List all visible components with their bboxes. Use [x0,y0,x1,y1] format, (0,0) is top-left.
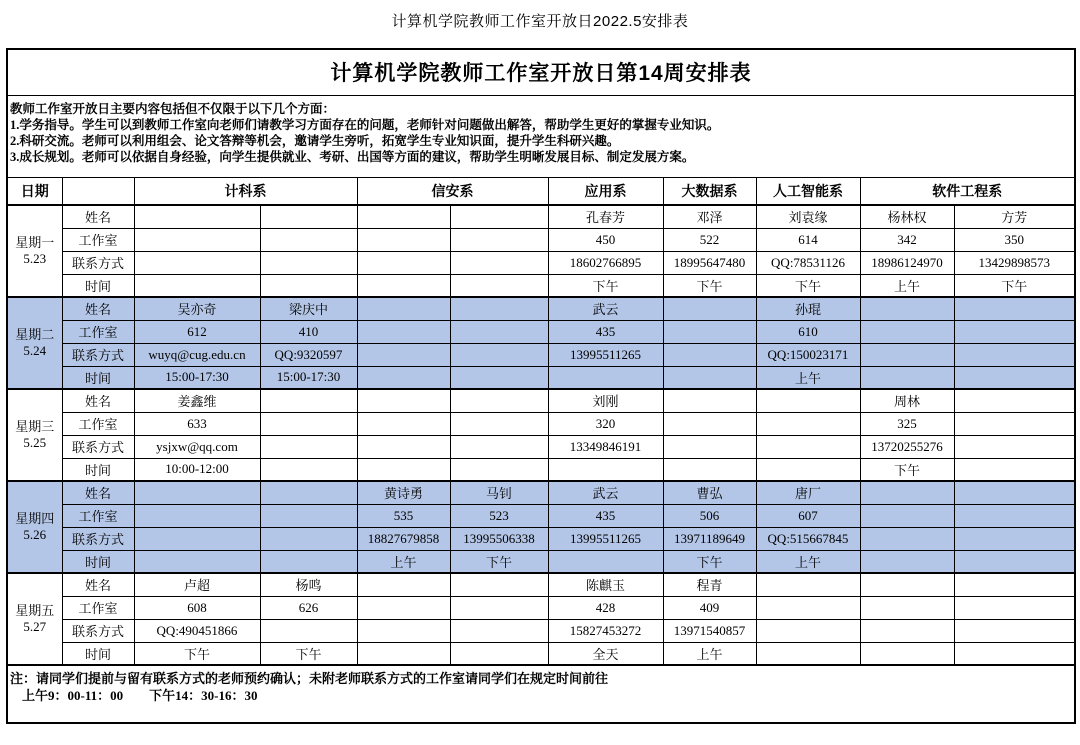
schedule-cell [450,619,548,642]
schedule-cell [954,389,1075,412]
schedule-row [7,458,1075,481]
schedule-row [7,412,1075,435]
schedule-cell: 杨鸣 [260,573,357,596]
schedule-cell [357,596,450,619]
row-label: 工作室 [62,228,134,251]
schedule-cell [357,274,450,297]
schedule-cell [756,412,860,435]
schedule-cell [954,619,1075,642]
schedule-cell [260,251,357,274]
schedule-days [7,205,1075,665]
schedule-cell [954,550,1075,573]
day-label [7,205,62,297]
schedule-cell: 612 [134,320,260,343]
schedule-cell [663,458,756,481]
schedule-cell [450,274,548,297]
schedule-cell: 邓泽 [663,205,756,228]
department-header-xinan: 信安系 [357,177,548,205]
schedule-cell: 曹弘 [663,481,756,504]
schedule-cell: ysjxw@qq.com [134,435,260,458]
schedule-row [7,274,1075,297]
note-row [7,665,1075,723]
schedule-cell [450,435,548,458]
schedule-cell: 350 [954,228,1075,251]
schedule-cell [357,458,450,481]
schedule-cell: 13429898573 [954,251,1075,274]
schedule-cell [860,504,954,527]
schedule-cell [663,435,756,458]
schedule-cell [260,205,357,228]
schedule-cell: 下午 [663,550,756,573]
schedule-cell [450,642,548,665]
schedule-cell [954,527,1075,550]
schedule-cell: 13995506338 [450,527,548,550]
row-label: 姓名 [62,573,134,596]
schedule-cell [954,504,1075,527]
schedule-cell [756,596,860,619]
schedule-cell [357,366,450,389]
schedule-cell: 武云 [548,297,663,320]
schedule-cell: 18995647480 [663,251,756,274]
schedule-row [7,550,1075,573]
row-label: 工作室 [62,504,134,527]
schedule-cell: 吴亦奇 [134,297,260,320]
schedule-cell [134,228,260,251]
row-label: 联系方式 [62,527,134,550]
schedule-cell: 325 [860,412,954,435]
row-label: 时间 [62,550,134,573]
schedule-cell: 下午 [260,642,357,665]
schedule-cell: 全天 [548,642,663,665]
schedule-cell [548,366,663,389]
schedule-cell: 342 [860,228,954,251]
schedule-cell [260,435,357,458]
schedule-cell [663,297,756,320]
schedule-cell: 320 [548,412,663,435]
row-label: 工作室 [62,596,134,619]
header-row [7,177,1075,205]
schedule-cell [450,343,548,366]
schedule-row [7,366,1075,389]
schedule-cell: 上午 [357,550,450,573]
row-label: 时间 [62,458,134,481]
schedule-cell [860,527,954,550]
description-line: 教师工作室开放日主要内容包括但不仅限于以下几个方面： [10,101,336,116]
schedule-cell [860,596,954,619]
schedule-row [7,435,1075,458]
schedule-cell [450,297,548,320]
schedule-cell: 522 [663,228,756,251]
schedule-cell: QQ:515667845 [756,527,860,550]
schedule-cell: 上午 [860,274,954,297]
schedule-cell [954,343,1075,366]
schedule-cell [860,642,954,665]
page-title: 计算机学院教师工作室开放日2022.5安排表 [391,13,689,30]
schedule-cell [260,527,357,550]
schedule-cell [357,343,450,366]
schedule-cell [860,573,954,596]
department-header-dashuju: 大数据系 [663,177,756,205]
schedule-cell: 下午 [134,642,260,665]
schedule-cell: 上午 [756,366,860,389]
schedule-row [7,251,1075,274]
schedule-cell: 上午 [756,550,860,573]
note [7,665,1075,723]
row-label: 姓名 [62,297,134,320]
schedule-cell [756,435,860,458]
schedule-cell: 程青 [663,573,756,596]
schedule-cell [134,274,260,297]
schedule-cell: 435 [548,320,663,343]
schedule-cell [260,389,357,412]
schedule-cell: 杨林权 [860,205,954,228]
day-name: 星期二 [15,327,55,342]
schedule-cell: 614 [756,228,860,251]
schedule-cell [860,481,954,504]
schedule-cell [450,412,548,435]
day-name: 星期一 [15,235,55,250]
row-label: 联系方式 [62,619,134,642]
schedule-cell [954,366,1075,389]
schedule-cell [260,412,357,435]
schedule-cell [260,504,357,527]
schedule-cell [357,573,450,596]
schedule-cell [450,366,548,389]
schedule-cell: 方芳 [954,205,1075,228]
schedule-cell [450,228,548,251]
schedule-cell: 607 [756,504,860,527]
schedule-cell [954,458,1075,481]
schedule-row [7,228,1075,251]
table-description [7,95,1075,177]
schedule-cell: QQ:78531126 [756,251,860,274]
schedule-cell [548,550,663,573]
schedule-cell [134,205,260,228]
day-date: 5.26 [23,527,47,542]
schedule-cell: 610 [756,320,860,343]
schedule-cell: 15:00-17:30 [260,366,357,389]
schedule-cell [954,642,1075,665]
schedule-cell [357,320,450,343]
schedule-cell: 13995511265 [548,527,663,550]
schedule-cell [357,435,450,458]
schedule-cell [260,481,357,504]
schedule-cell: 13971189649 [663,527,756,550]
description-line: 2.科研交流。老师可以利用组会、论文答辩等机会，邀请学生旁听，拓宽学生专业知识面，提升学生科研兴趣。 [10,133,620,148]
row-label: 时间 [62,274,134,297]
schedule-row [7,619,1075,642]
row-label: 时间 [62,366,134,389]
schedule-cell: 506 [663,504,756,527]
schedule-cell [663,412,756,435]
schedule-cell [450,389,548,412]
schedule-cell [954,412,1075,435]
department-header-jike: 计科系 [134,177,357,205]
schedule-cell: 卢超 [134,573,260,596]
day-label [7,297,62,389]
schedule-cell [134,251,260,274]
schedule-cell: 周林 [860,389,954,412]
schedule-cell [357,251,450,274]
schedule-cell: 15:00-17:30 [134,366,260,389]
schedule-row [7,642,1075,665]
schedule-cell: 下午 [860,458,954,481]
row-label: 姓名 [62,389,134,412]
schedule-cell [860,619,954,642]
schedule-cell: 13720255276 [860,435,954,458]
schedule-row [7,481,1075,504]
schedule-cell: 410 [260,320,357,343]
schedule-cell [450,573,548,596]
day-date: 5.24 [23,343,47,358]
schedule-cell [756,573,860,596]
schedule-row [7,527,1075,550]
schedule-cell [260,458,357,481]
schedule-cell [860,343,954,366]
schedule-cell [450,458,548,481]
schedule-cell: 刘袁缘 [756,205,860,228]
schedule-cell: wuyq@cug.edu.cn [134,343,260,366]
schedule-cell: 马钊 [450,481,548,504]
schedule-cell: QQ:150023171 [756,343,860,366]
schedule-cell: 608 [134,596,260,619]
schedule-cell: 孙琨 [756,297,860,320]
schedule-cell: 428 [548,596,663,619]
schedule-cell: 下午 [954,274,1075,297]
schedule-cell: 633 [134,412,260,435]
schedule-cell [954,596,1075,619]
schedule-cell: 435 [548,504,663,527]
department-header-ruanjian: 软件工程系 [860,177,1075,205]
schedule-cell [260,619,357,642]
schedule-cell [663,320,756,343]
row-label: 姓名 [62,205,134,228]
schedule-cell: 13995511265 [548,343,663,366]
schedule-cell [357,412,450,435]
schedule-cell: 刘刚 [548,389,663,412]
department-header-yingyong: 应用系 [548,177,663,205]
row-label: 工作室 [62,412,134,435]
schedule-cell: 唐厂 [756,481,860,504]
schedule-cell: 626 [260,596,357,619]
schedule-cell [357,205,450,228]
schedule-cell [357,228,450,251]
schedule-cell [860,366,954,389]
schedule-cell: 下午 [548,274,663,297]
schedule-cell [357,642,450,665]
date-column-header: 日期 [7,177,62,205]
day-name: 星期四 [15,511,55,526]
schedule-cell [548,458,663,481]
schedule-cell [450,251,548,274]
schedule-cell: 下午 [450,550,548,573]
schedule-cell: 450 [548,228,663,251]
schedule-table [6,48,1076,724]
schedule-cell [260,550,357,573]
schedule-cell [134,527,260,550]
schedule-cell: QQ:490451866 [134,619,260,642]
description-line: 3.成长规划。老师可以依据自身经验，向学生提供就业、考研、出国等方面的建议，帮助学生明晰发展目标、制定发展方案。 [10,149,695,164]
row-label: 联系方式 [62,435,134,458]
schedule-cell [954,435,1075,458]
schedule-row [7,205,1075,228]
day-label [7,481,62,573]
note-line-2: 上午9：00-11：00 下午14：30-16：30 [22,688,258,703]
schedule-cell [357,619,450,642]
schedule-cell [756,642,860,665]
schedule-cell [954,573,1075,596]
schedule-cell: 下午 [756,274,860,297]
schedule-cell [756,389,860,412]
table-description-row [7,95,1075,177]
schedule-cell [260,274,357,297]
schedule-cell: 13971540857 [663,619,756,642]
schedule-cell [954,320,1075,343]
schedule-cell [134,504,260,527]
schedule-cell: 武云 [548,481,663,504]
day-date: 5.23 [23,251,47,266]
schedule-cell [860,320,954,343]
schedule-row [7,343,1075,366]
row-label: 联系方式 [62,251,134,274]
schedule-cell: 上午 [663,642,756,665]
row-label: 姓名 [62,481,134,504]
schedule-row [7,389,1075,412]
schedule-cell: 18986124970 [860,251,954,274]
schedule-cell: 姜鑫维 [134,389,260,412]
description-line: 1.学务指导。学生可以到教师工作室向老师们请教学习方面存在的问题，老师针对问题做出解答，帮助学生更好的掌握专业知识。 [10,117,720,132]
schedule-cell: 13349846191 [548,435,663,458]
row-label: 时间 [62,642,134,665]
schedule-cell: 18602766895 [548,251,663,274]
schedule-cell [756,458,860,481]
schedule-cell: 梁庆中 [260,297,357,320]
schedule-row [7,320,1075,343]
schedule-cell: 孔春芳 [548,205,663,228]
row-label: 联系方式 [62,343,134,366]
schedule-cell [756,619,860,642]
schedule-cell [450,205,548,228]
day-date: 5.27 [23,619,47,634]
day-date: 5.25 [23,435,47,450]
schedule-cell: 15827453272 [548,619,663,642]
schedule-cell: 18827679858 [357,527,450,550]
day-label [7,573,62,665]
schedule-cell [134,550,260,573]
schedule-cell: 535 [357,504,450,527]
schedule-cell: 下午 [663,274,756,297]
schedule-row [7,573,1075,596]
schedule-cell [954,297,1075,320]
schedule-cell: 黄诗勇 [357,481,450,504]
schedule-cell [954,481,1075,504]
row-label-column-header [62,177,134,205]
schedule-cell: 523 [450,504,548,527]
schedule-cell: 10:00-12:00 [134,458,260,481]
schedule-row [7,596,1075,619]
schedule-cell [860,550,954,573]
schedule-cell [663,343,756,366]
schedule-cell [450,596,548,619]
schedule-cell [663,366,756,389]
schedule-cell [357,297,450,320]
schedule-cell [134,481,260,504]
table-title-row [7,49,1075,95]
schedule-cell: 陈麒玉 [548,573,663,596]
schedule-cell [860,297,954,320]
schedule-cell: 409 [663,596,756,619]
schedule-row [7,504,1075,527]
department-header-rengongzhineng: 人工智能系 [756,177,860,205]
day-name: 星期五 [15,603,55,618]
schedule-row [7,297,1075,320]
schedule-cell: QQ:9320597 [260,343,357,366]
schedule-cell [260,228,357,251]
schedule-cell [357,389,450,412]
schedule-cell [450,320,548,343]
schedule-cell [663,389,756,412]
row-label: 工作室 [62,320,134,343]
day-name: 星期三 [15,419,55,434]
table-title: 计算机学院教师工作室开放日第14周安排表 [7,49,1075,95]
note-line-1: 注：请同学们提前与留有联系方式的老师预约确认；未附老师联系方式的工作室请同学们在规定时间前往 [10,671,609,686]
day-label [7,389,62,481]
